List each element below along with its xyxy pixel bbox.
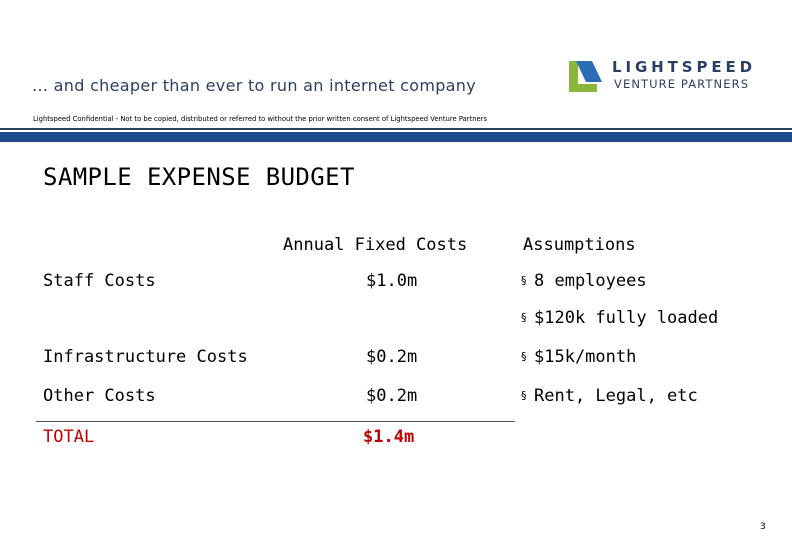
row-label-staff-costs: Staff Costs [43, 271, 156, 291]
header-rule [0, 128, 792, 130]
column-header-annual-fixed-costs: Annual Fixed Costs [283, 235, 468, 255]
logo-wordmark-lightspeed: LIGHTSPEED [612, 58, 756, 76]
bullet-icon: § [521, 274, 527, 287]
assumption-text: $15k/month [534, 347, 637, 367]
logo-mark-blue-shape [576, 61, 602, 82]
header-band [0, 132, 792, 142]
row-label-infrastructure-costs: Infrastructure Costs [43, 347, 248, 367]
amount-total: $1.4m [363, 427, 415, 447]
row-label-other-costs: Other Costs [43, 386, 156, 406]
assumption-text: $120k fully loaded [534, 308, 719, 328]
lightspeed-logo-mark-icon [566, 58, 606, 94]
page-number: 3 [760, 522, 766, 532]
assumption-other [521, 386, 698, 406]
lightspeed-logo [566, 58, 780, 94]
amount-infrastructure-costs: $0.2m [366, 347, 418, 367]
bullet-icon: § [521, 311, 527, 324]
logo-wordmark-venture-partners: VENTURE PARTNERS [614, 77, 750, 91]
assumption-staff-employees [521, 271, 647, 291]
slide-title: … and cheaper than ever to run an internet company [32, 76, 476, 95]
confidential-notice: Lightspeed Confidential - Not to be copied, distributed or referred to without the prior written consent of Lightspeed Venture Partners [33, 115, 488, 123]
assumption-staff-loaded-cost [521, 308, 718, 328]
assumption-infrastructure [521, 347, 636, 367]
assumption-text: Rent, Legal, etc [534, 386, 698, 406]
row-label-total: TOTAL [43, 427, 95, 447]
column-header-assumptions: Assumptions [523, 235, 636, 255]
amount-other-costs: $0.2m [366, 386, 418, 406]
total-divider [36, 421, 515, 422]
bullet-icon: § [521, 389, 527, 402]
bullet-icon: § [521, 350, 527, 363]
budget-heading: SAMPLE EXPENSE BUDGET [43, 163, 355, 191]
assumption-text: 8 employees [534, 271, 647, 291]
amount-staff-costs: $1.0m [366, 271, 418, 291]
